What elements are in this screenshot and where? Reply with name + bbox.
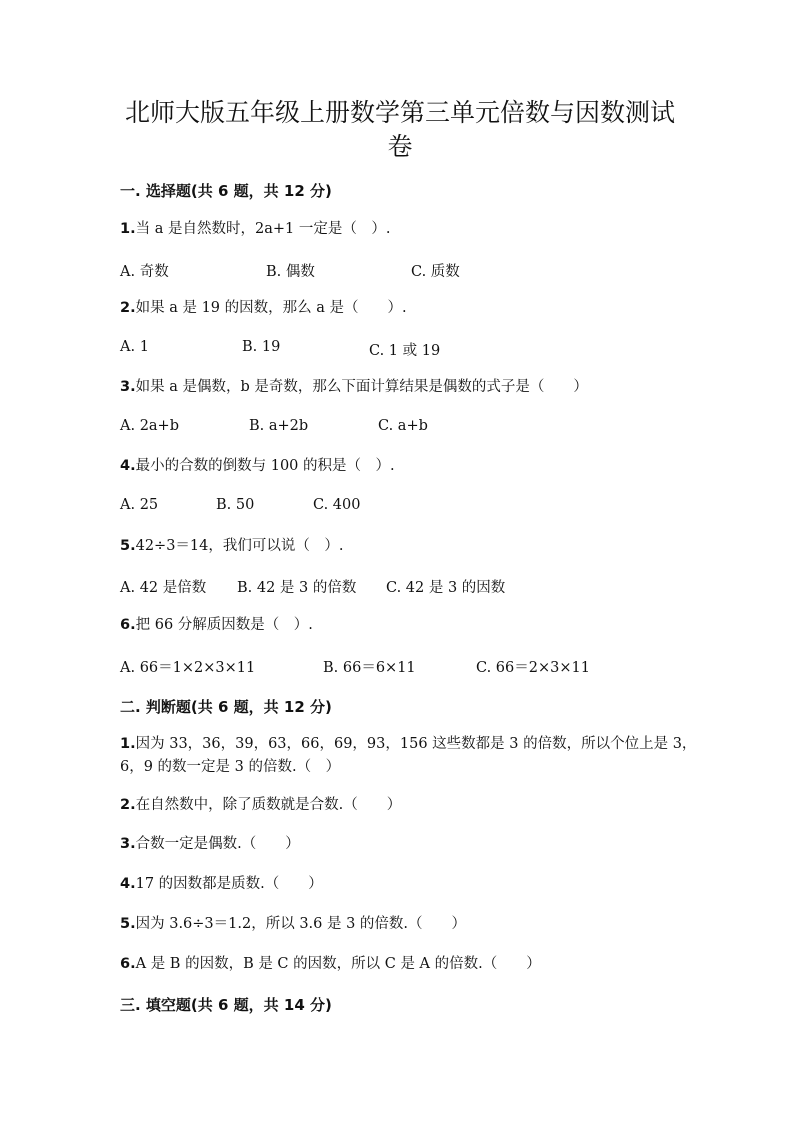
option-b: B. 50 [216,497,255,513]
question-text: 把 66 分解质因数是（ ）. [135,617,313,633]
option-a: A. 25 [120,497,159,513]
option-b: B. 偶数 [266,264,315,280]
question-text: 17 的因数都是质数.（ ） [135,876,323,892]
option-b: B. 66＝6×11 [323,660,416,676]
option-a: A. 42 是倍数 [120,580,207,596]
question-number: 6. [120,617,136,633]
question-number: 5. [120,916,136,932]
question [120,614,700,637]
question-text: 如果 a 是偶数，b 是奇数，那么下面计算结果是偶数的式子是（ ） [135,379,588,395]
question [120,376,700,399]
question-text: 如果 a 是 19 的因数，那么 a 是（ ）. [135,300,407,316]
question-number: 1. [120,221,136,237]
question-text: 在自然数中，除了质数就是合数.（ ） [135,797,402,813]
question [120,833,700,856]
question [120,535,700,558]
exam-title-line2: 卷 [387,132,413,161]
question-text: 42÷3＝14，我们可以说（ ）. [135,538,344,554]
question-text: 因为 3.6÷3＝1.2，所以 3.6 是 3 的倍数.（ ） [135,916,467,932]
section-heading: 三. 填空题(共 6 题，共 14 分) [120,996,332,1014]
question [120,873,700,896]
question [120,455,700,478]
question-text: 因为 33，36，39，63，66，69，93，156 这些数都是 3 的倍数，所以个位上是 3，6，9 的数一定是 3 的倍数.（ ） [120,736,697,775]
option-b: B. a+2b [249,418,309,434]
question-number: 1. [120,736,136,752]
question-number: 3. [120,836,136,852]
option-c: C. 1 或 19 [369,343,441,359]
option-a: A. 2a+b [120,418,179,434]
question [120,913,700,936]
option-a: A. 1 [120,339,149,355]
exam-title-line1: 北师大版五年级上册数学第三单元倍数与因数测试 [124,98,675,127]
question-text: 合数一定是偶数.（ ） [135,836,300,852]
question [120,953,700,976]
option-c: C. a+b [378,418,428,434]
question-text: 当 a 是自然数时，2a+1 一定是（ ）. [135,221,391,237]
question-number: 4. [120,876,136,892]
option-b: B. 19 [242,339,281,355]
question-number: 2. [120,797,136,813]
option-a: A. 66＝1×2×3×11 [120,660,256,676]
question [120,297,700,320]
question-number: 3. [120,379,136,395]
question-number: 6. [120,956,136,972]
question [120,794,700,817]
section-heading: 一. 选择题(共 6 题，共 12 分) [120,182,332,200]
section-heading: 二. 判断题(共 6 题，共 12 分) [120,698,332,716]
option-a: A. 奇数 [120,264,169,280]
exam-title [100,96,700,164]
option-c: C. 66＝2×3×11 [476,660,590,676]
option-b: B. 42 是 3 的倍数 [237,580,357,596]
question-number: 2. [120,300,136,316]
question-number: 4. [120,458,136,474]
option-c: C. 400 [313,497,361,513]
question-text: A 是 B 的因数，B 是 C 的因数，所以 C 是 A 的倍数.（ ） [135,956,541,972]
question [120,218,700,241]
question-number: 5. [120,538,136,554]
option-c: C. 42 是 3 的因数 [386,580,506,596]
option-c: C. 质数 [411,264,460,280]
question-text: 最小的合数的倒数与 100 的积是（ ）. [135,458,395,474]
question [120,733,700,779]
